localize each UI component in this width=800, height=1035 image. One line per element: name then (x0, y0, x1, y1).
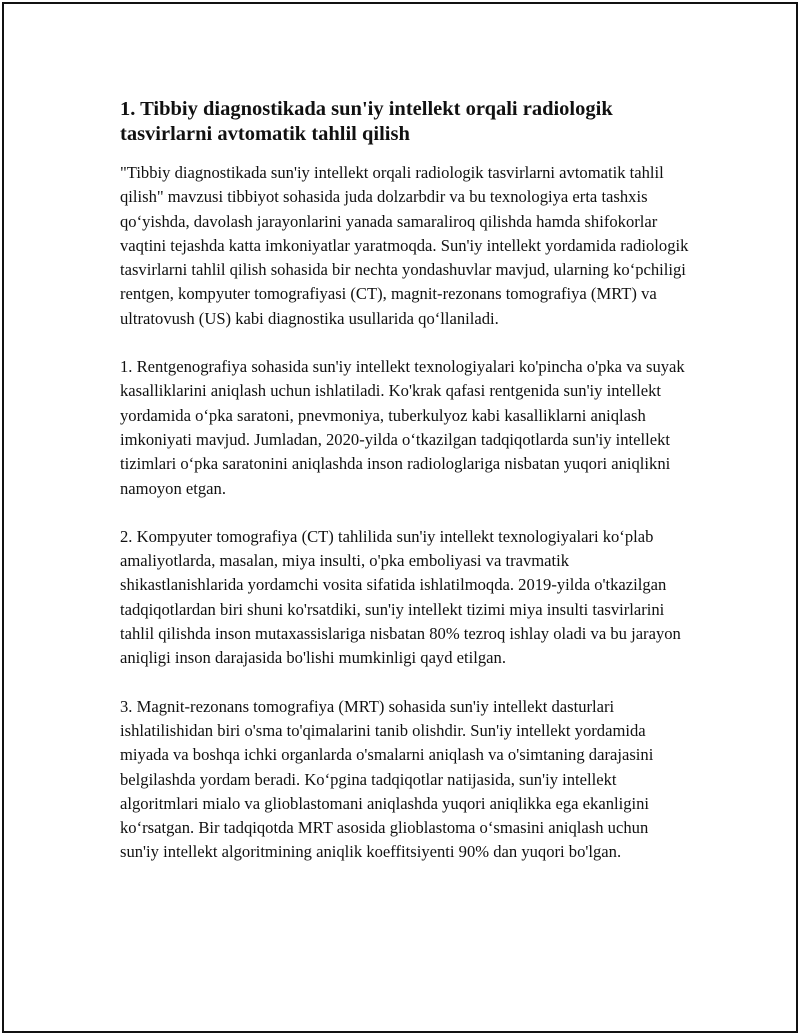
paragraph-radiography: 1. Rentgenografiya sohasida sun'iy intellekt texnologiyalari ko'pincha o'pka va suyak kasalliklarini aniqlash uchun ishlatiladi. Ko'krak qafasi rentgenida sun'iy intellekt yordamida o‘pka saratoni, pnevmoniya, tuberkulyoz kabi kasalliklarni aniqlash imkoniyati mavjud. Jumladan, 2020-yilda o‘tkazilgan tadqiqotlarda sun'iy intellekt tizimlari o‘pka saratonini aniqlashda inson radiologlariga nisbatan yuqori aniqlikni namoyon etgan. (120, 357, 685, 498)
page-frame (2, 2, 798, 1033)
section-heading: 1. Tibbiy diagnostikada sun'iy intellekt orqali radiologik tasvirlarni avtomatik tahlil qilish (120, 98, 613, 145)
document-body (120, 97, 690, 865)
paragraph-ct: 2. Kompyuter tomografiya (CT) tahlilida sun'iy intellekt texnologiyalari ko‘plab amaliyotlarda, masalan, miya insulti, o'pka emboliyasi va travmatik shikastlanishlarida yordamchi vosita sifatida ishlatilmoqda. 2019-yilda o'tkazilgan tadqiqotlardan biri shuni ko'rsatdiki, sun'iy intellekt tizimi miya insulti tasvirlarini tahlil qilishda inson mutaxassislariga nisbatan 80% tezroq ishlay oladi va bu jarayon aniqligi inson darajasida bo'lishi mumkinligi qayd etilgan. (120, 526, 681, 668)
paragraph-mrt: 3. Magnit-rezonans tomografiya (MRT) sohasida sun'iy intellekt dasturlari ishlatilishidan biri o'sma to'qimalarini tanib olishdir. Sun'iy intellekt yordamida miyada va boshqa ichki organlarda o'smalarni aniqlash va o'simtaning darajasini belgilashda yordam beradi. Ko‘pgina tadqiqotlar natijasida, sun'iy intellekt algoritmlari mialo va glioblastomani aniqlashda yuqori aniqlikka ega ekanligini ko‘rsatgan. Bir tadqiqotda MRT asosida glioblastoma o‘smasini aniqlash uchun sun'iy intellekt algoritmining aniqlik koeffitsiyenti 90% dan yuqori bo'lgan. (120, 696, 654, 862)
intro-paragraph: "Tibbiy diagnostikada sun'iy intellekt orqali radiologik tasvirlarni avtomatik tahlil qilish" mavzusi tibbiyot sohasida juda dolzarbdir va bu texnologiya erta tashxis qo‘yishda, davolash jarayonlarini yanada samaraliroq qilishda hamda shifokorlar vaqtini tejashda katta imkoniyatlar yaratmoqda. Sun'iy intellekt yordamida radiologik tasvirlarni tahlil qilish sohasida bir nechta yondashuvlar mavjud, ularning ko‘pchiligi rentgen, kompyuter tomografiyasi (CT), magnit-rezonans tomografiya (MRT) va ultratovush (US) kabi diagnostika usullarida qo‘llaniladi. (120, 163, 689, 328)
